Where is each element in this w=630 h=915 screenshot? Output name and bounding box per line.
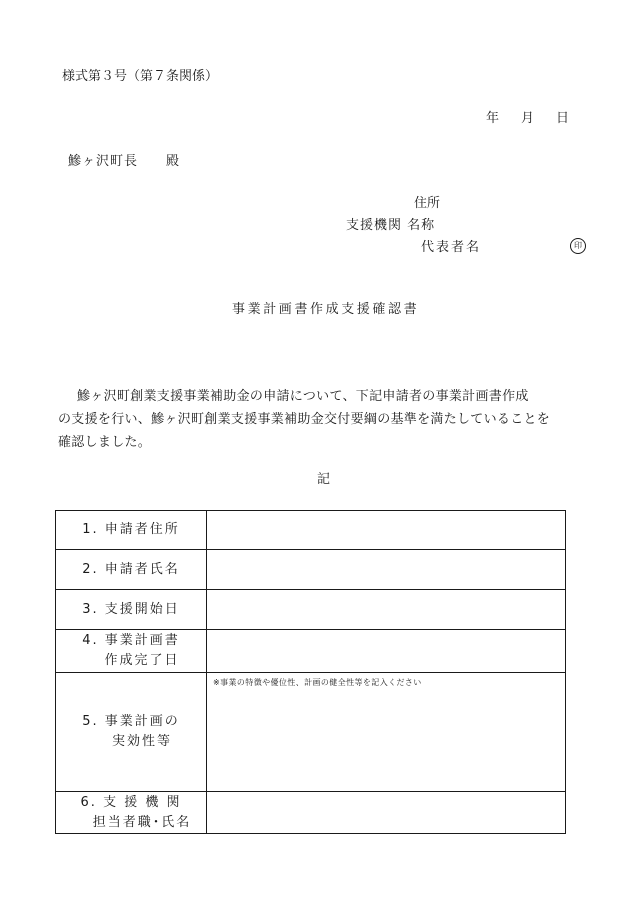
- body-paragraph: [58, 385, 582, 454]
- table-row-support-start-date: [56, 590, 566, 630]
- body-line-2: の支援を行い、鰺ヶ沢町創業支援事業補助金交付要綱の基準を満たしていることを: [58, 412, 551, 427]
- field-support-start-date[interactable]: [207, 590, 566, 630]
- label-applicant-name: 2. 申請者氏名: [56, 550, 207, 590]
- body-line-1: 鰺ヶ沢町創業支援事業補助金の申請について、下記申請者の事業計画書作成: [77, 389, 529, 404]
- field-support-staff[interactable]: [207, 792, 566, 834]
- representative-label: 代表者名: [421, 240, 482, 255]
- effectiveness-hint: ※事業の特徴や優位性、計画の健全性等を記入ください: [213, 678, 422, 687]
- label-plan-effectiveness: 5. 事業計画の 実効性等: [56, 673, 207, 792]
- table-row-plan-effectiveness: [56, 673, 566, 792]
- form-number: 様式第３号（第７条関係）: [62, 69, 219, 84]
- addressee: 鰺ヶ沢町長 殿: [68, 154, 181, 169]
- document-title: 事業計画書作成支援確認書: [232, 302, 420, 317]
- info-table: [55, 510, 566, 834]
- address-label: 住所: [414, 196, 441, 211]
- label-support-staff: 6. 支 援 機 関 担当者職･氏名: [56, 792, 207, 834]
- table-row-applicant-name: [56, 550, 566, 590]
- date-month-label: 月: [521, 111, 535, 126]
- table-row-plan-completion-date: [56, 630, 566, 673]
- field-applicant-name[interactable]: [207, 550, 566, 590]
- ki-heading: 記: [317, 472, 331, 487]
- body-line-3: 確認しました。: [58, 435, 152, 450]
- table-row-applicant-address: [56, 511, 566, 550]
- field-plan-effectiveness[interactable]: [207, 673, 566, 792]
- table-row-support-staff: [56, 792, 566, 834]
- label-applicant-address: 1. 申請者住所: [56, 511, 207, 550]
- date-line: [486, 112, 569, 125]
- field-plan-completion-date[interactable]: [207, 630, 566, 673]
- support-org-name-label: 支援機関 名称: [346, 218, 436, 233]
- seal-mark: 印: [570, 238, 586, 254]
- date-day-label: 日: [556, 111, 570, 126]
- label-support-start-date: 3. 支援開始日: [56, 590, 207, 630]
- date-year-label: 年: [486, 111, 500, 126]
- label-plan-completion-date: 4. 事業計画書 作成完了日: [56, 630, 207, 673]
- field-applicant-address[interactable]: [207, 511, 566, 550]
